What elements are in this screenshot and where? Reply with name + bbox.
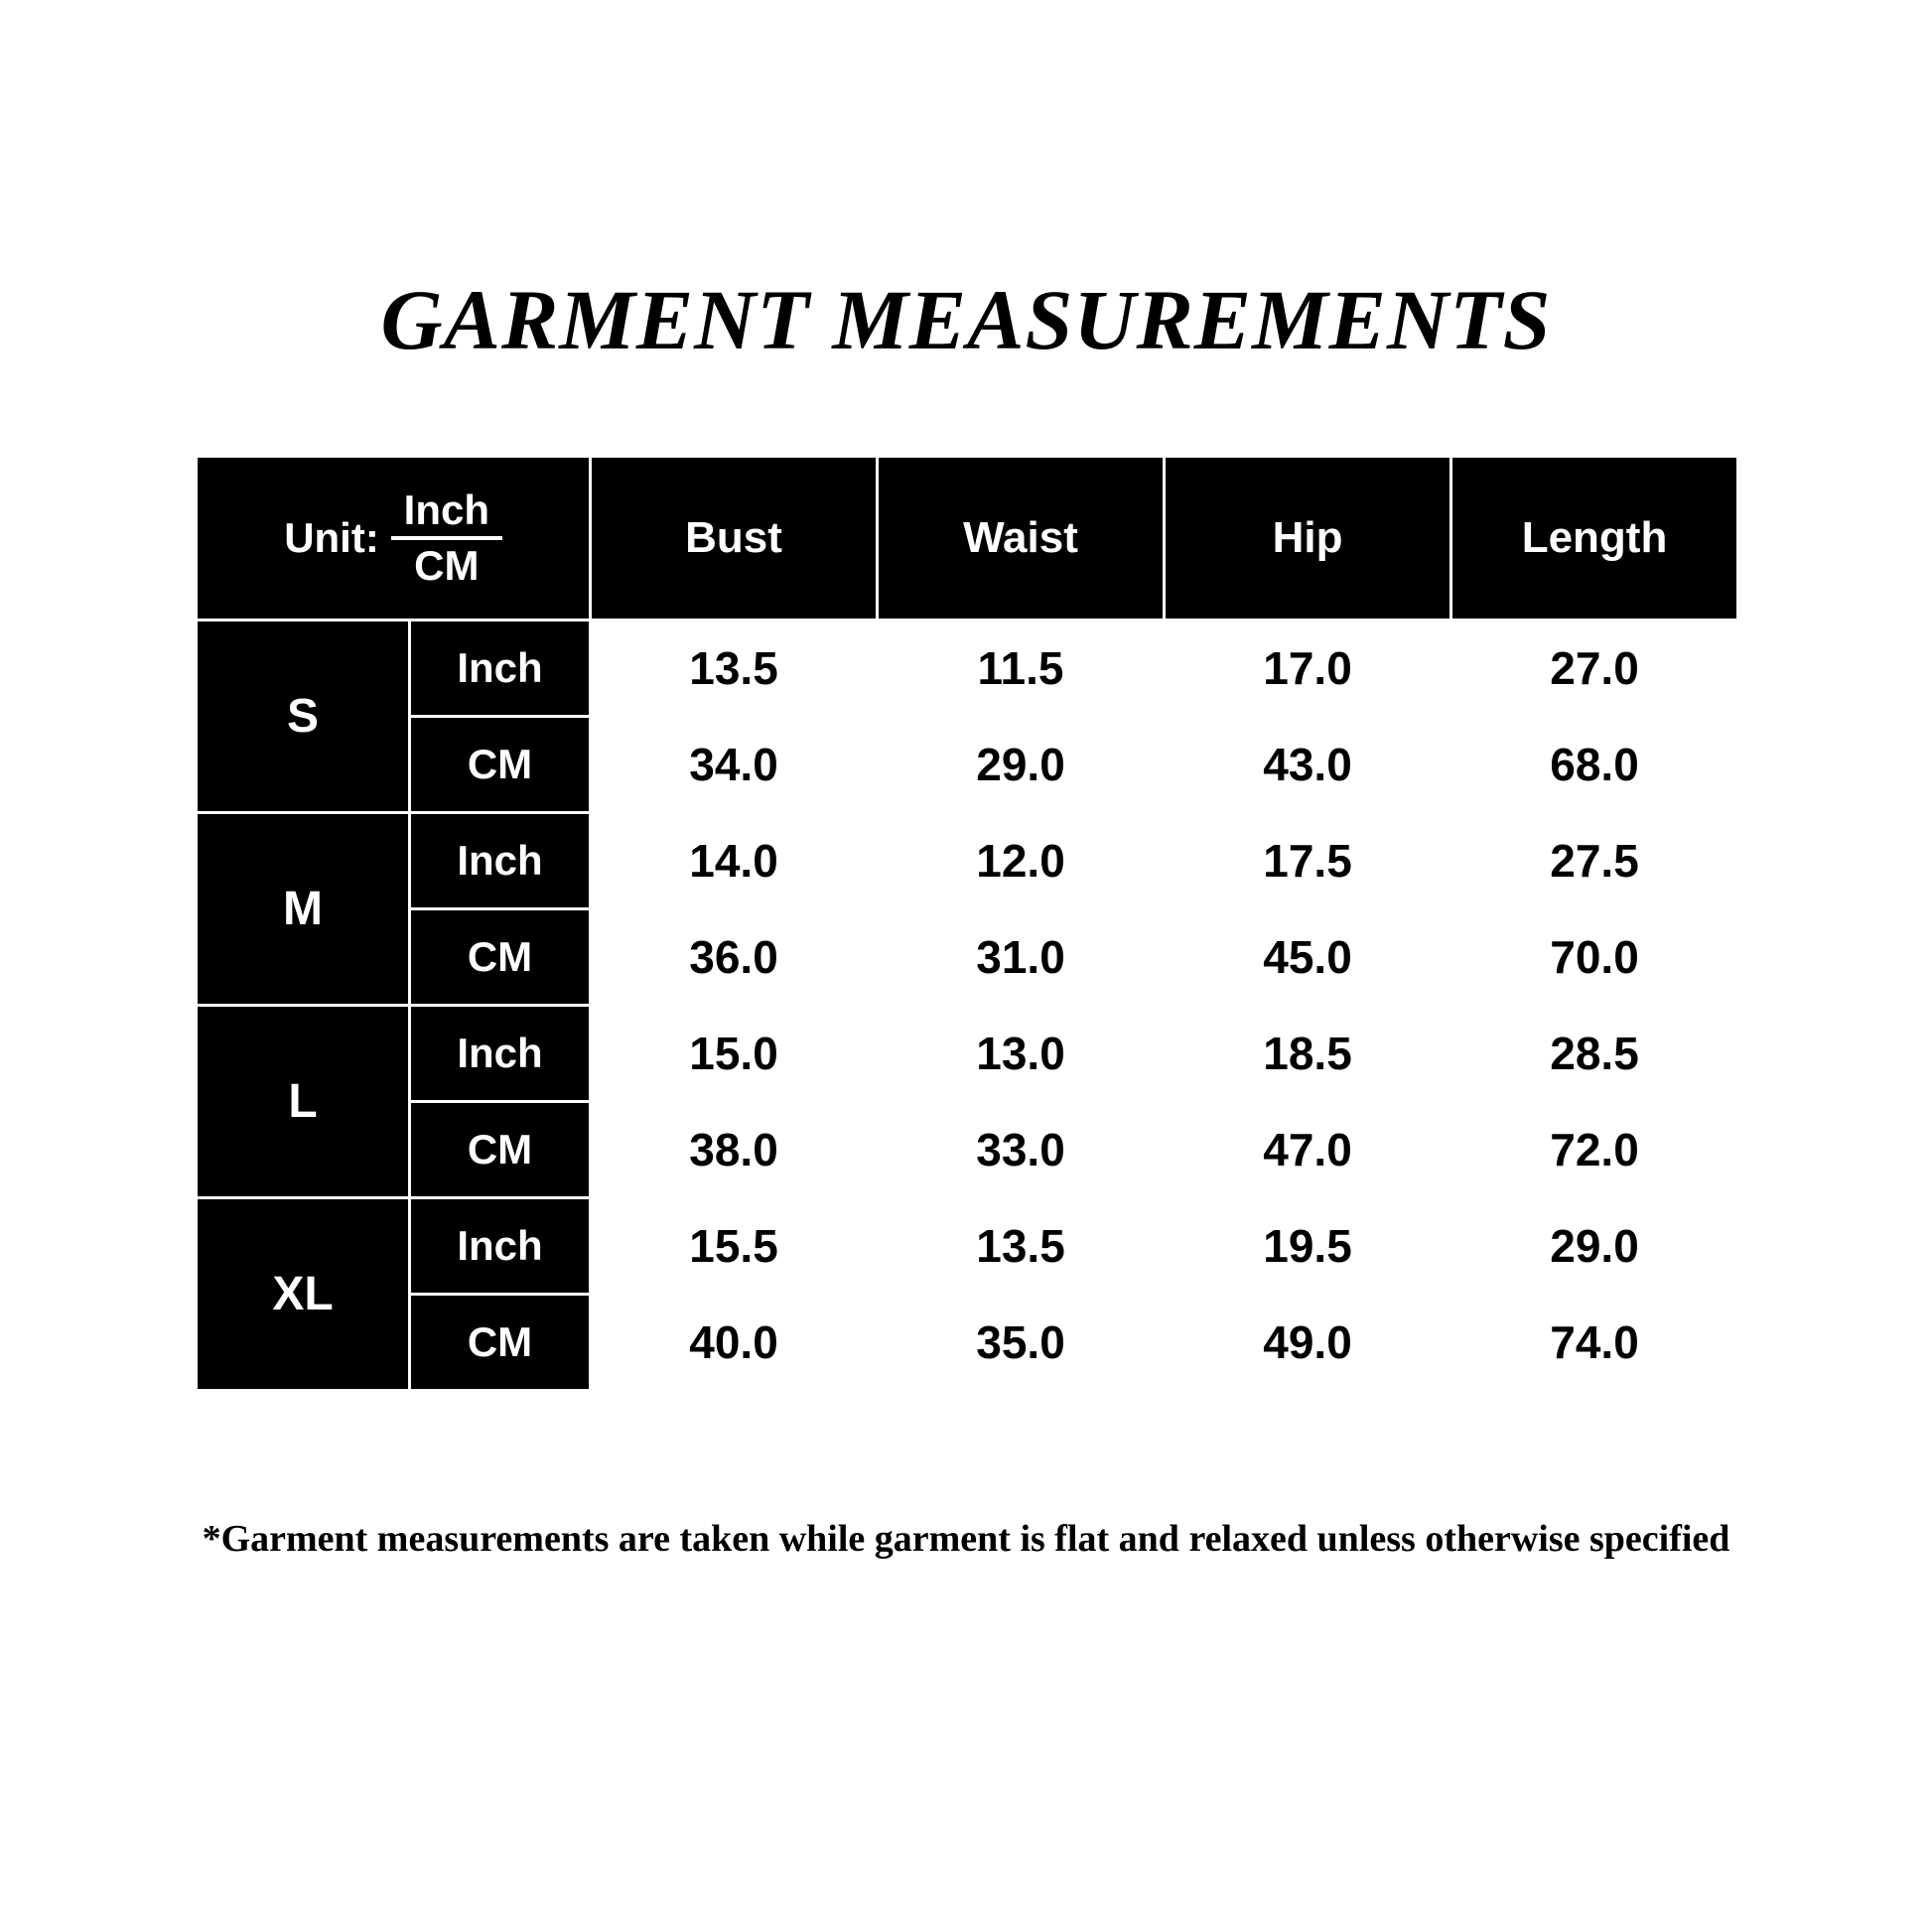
cell-l-inch-length: 28.5	[1451, 1006, 1738, 1102]
unit-fraction-bar	[391, 536, 502, 540]
table-row	[197, 813, 1738, 909]
table-row	[197, 621, 1738, 717]
unit-label-xl-cm: CM	[410, 1295, 591, 1391]
cell-m-cm-waist: 31.0	[878, 909, 1165, 1006]
cell-l-cm-hip: 47.0	[1165, 1102, 1451, 1198]
cell-l-cm-bust: 38.0	[591, 1102, 878, 1198]
cell-xl-cm-length: 74.0	[1451, 1295, 1738, 1391]
cell-m-inch-bust: 14.0	[591, 813, 878, 909]
unit-label-m-cm: CM	[410, 909, 591, 1006]
table-row	[197, 1295, 1738, 1391]
header-row	[197, 457, 1738, 621]
unit-label-l-cm: CM	[410, 1102, 591, 1198]
cell-s-inch-hip: 17.0	[1165, 621, 1451, 717]
page-title: GARMENT MEASUREMENTS	[380, 272, 1552, 367]
table-body	[197, 621, 1738, 1391]
cell-m-cm-length: 70.0	[1451, 909, 1738, 1006]
table-row	[197, 717, 1738, 813]
size-label-l: L	[197, 1006, 410, 1198]
size-label-m: M	[197, 813, 410, 1006]
table-row	[197, 1006, 1738, 1102]
table-row	[197, 909, 1738, 1006]
footnote-text: *Garment measurements are taken while garment is flat and relaxed unless otherwise specified	[202, 1518, 1730, 1560]
cell-xl-cm-hip: 49.0	[1165, 1295, 1451, 1391]
cell-s-cm-bust: 34.0	[591, 717, 878, 813]
table-row	[197, 1102, 1738, 1198]
unit-label-s-cm: CM	[410, 717, 591, 813]
cell-m-cm-hip: 45.0	[1165, 909, 1451, 1006]
cell-m-inch-hip: 17.5	[1165, 813, 1451, 909]
cell-xl-cm-waist: 35.0	[878, 1295, 1165, 1391]
cell-s-inch-bust: 13.5	[591, 621, 878, 717]
cell-s-cm-length: 68.0	[1451, 717, 1738, 813]
size-label-s: S	[197, 621, 410, 813]
column-header-length: Length	[1451, 457, 1738, 621]
cell-m-cm-bust: 36.0	[591, 909, 878, 1006]
cell-m-inch-length: 27.5	[1451, 813, 1738, 909]
cell-xl-inch-length: 29.0	[1451, 1198, 1738, 1295]
unit-label-m-inch: Inch	[410, 813, 591, 909]
measurements-table-container	[195, 455, 1738, 1392]
column-header-bust: Bust	[591, 457, 878, 621]
cell-l-inch-waist: 13.0	[878, 1006, 1165, 1102]
measurements-table	[195, 455, 1739, 1392]
unit-header-cell	[197, 457, 591, 621]
cell-xl-inch-waist: 13.5	[878, 1198, 1165, 1295]
cell-m-inch-waist: 12.0	[878, 813, 1165, 909]
unit-fraction-numerator: Inch	[403, 485, 489, 533]
cell-l-inch-hip: 18.5	[1165, 1006, 1451, 1102]
table-header	[197, 457, 1738, 621]
unit-label-xl-inch: Inch	[410, 1198, 591, 1295]
cell-xl-inch-hip: 19.5	[1165, 1198, 1451, 1295]
size-label-xl: XL	[197, 1198, 410, 1391]
cell-xl-cm-bust: 40.0	[591, 1295, 878, 1391]
cell-s-inch-length: 27.0	[1451, 621, 1738, 717]
cell-xl-inch-bust: 15.5	[591, 1198, 878, 1295]
cell-s-inch-waist: 11.5	[878, 621, 1165, 717]
cell-s-cm-hip: 43.0	[1165, 717, 1451, 813]
cell-l-inch-bust: 15.0	[591, 1006, 878, 1102]
unit-label: Unit:	[284, 514, 379, 561]
unit-fraction-denominator: CM	[414, 542, 480, 589]
table-row	[197, 1198, 1738, 1295]
unit-label-s-inch: Inch	[410, 621, 591, 717]
cell-s-cm-waist: 29.0	[878, 717, 1165, 813]
cell-l-cm-waist: 33.0	[878, 1102, 1165, 1198]
column-header-hip: Hip	[1165, 457, 1451, 621]
unit-label-l-inch: Inch	[410, 1006, 591, 1102]
column-header-waist: Waist	[878, 457, 1165, 621]
unit-fraction	[391, 485, 502, 589]
cell-l-cm-length: 72.0	[1451, 1102, 1738, 1198]
